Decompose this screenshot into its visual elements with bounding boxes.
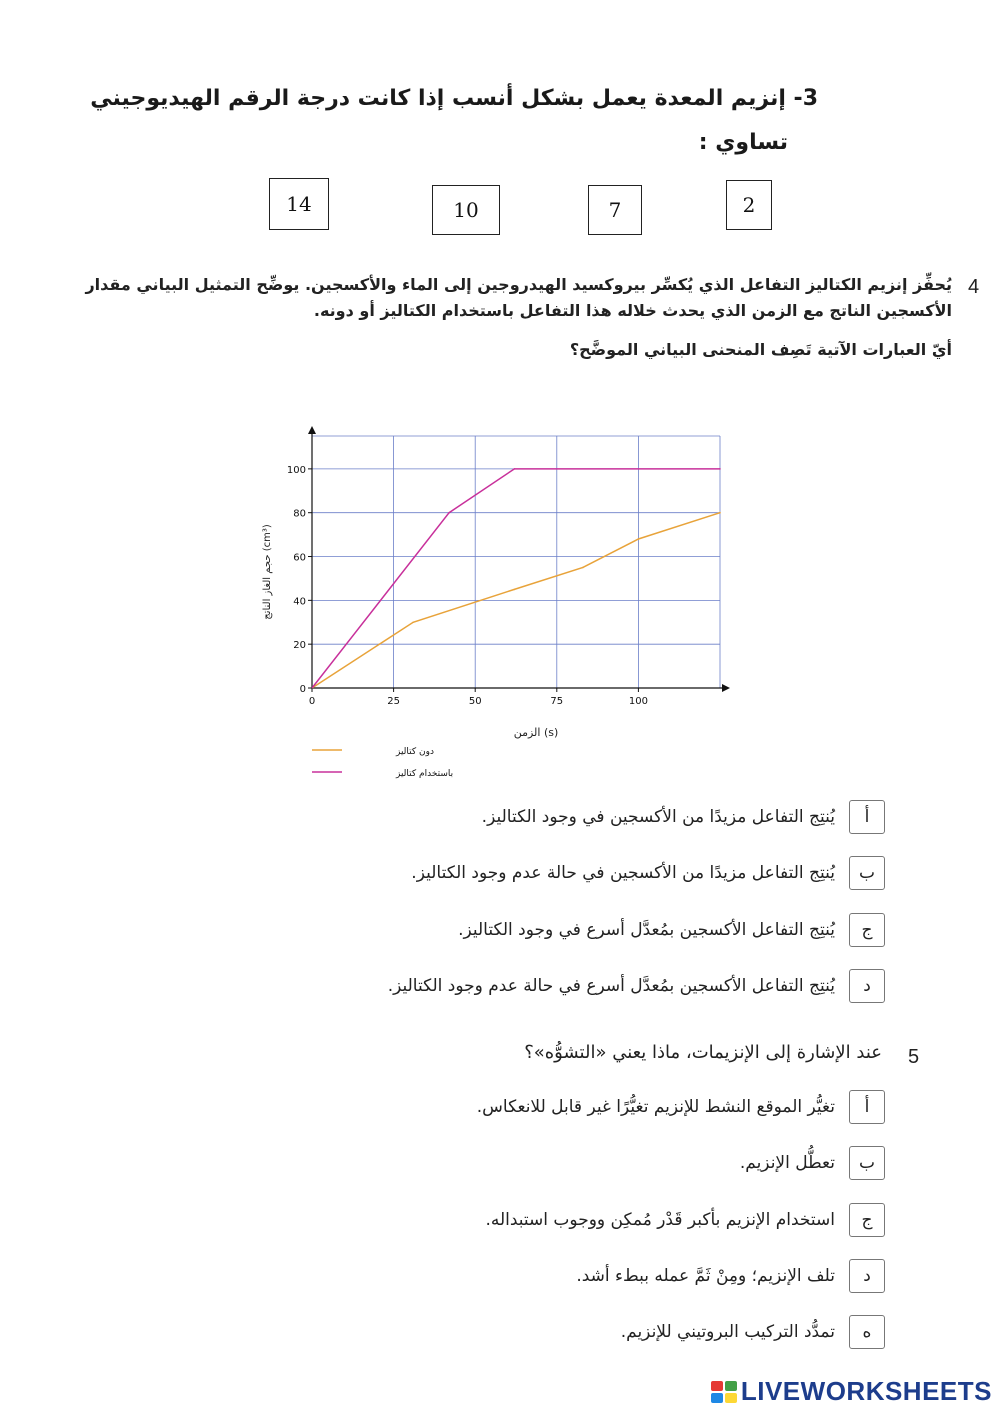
q5-option-b-letter[interactable]: ب — [849, 1146, 885, 1180]
y-axis-arrow — [308, 426, 316, 434]
series-0-point — [638, 538, 640, 540]
chart-xlabel: الزمن (s) — [513, 726, 559, 739]
x-tick-label: 25 — [387, 696, 400, 707]
q3-choice-7[interactable]: 7 — [588, 185, 642, 235]
chart-series — [311, 468, 721, 689]
series-1-point — [514, 468, 516, 470]
series-0-point — [582, 567, 584, 569]
q4-question: أيّ العبارات الآتية تَصِف المنحنى البياني الموضَّح؟ — [569, 340, 952, 359]
q5-option-e[interactable] — [621, 1314, 885, 1350]
logo-icon — [711, 1381, 737, 1403]
q5-option-a-text: تغيُّر الموقع النشط للإنزيم تغيُّرًا غير قابل للانعكاس. — [476, 1097, 835, 1117]
q4-option-c-letter[interactable]: ج — [849, 913, 885, 947]
q4-option-d[interactable] — [388, 968, 885, 1004]
q5-option-c-text: استخدام الإنزيم بأكبر قَدْر مُمكِن ووجوب استبداله. — [485, 1210, 835, 1230]
series-line-1 — [312, 469, 720, 688]
chart-grid — [312, 436, 720, 688]
series-0-point — [514, 589, 516, 591]
q4-option-a-letter[interactable]: أ — [849, 800, 885, 834]
x-axis-arrow — [722, 684, 730, 692]
q5-option-d-text: تلف الإنزيم؛ ومِنْ ثَمَّ عمله ببطء أشد. — [576, 1266, 835, 1286]
chart-ylabel: حجم الغاز الناتج (cm³) — [262, 524, 273, 620]
q4-option-b-letter[interactable]: ب — [849, 856, 885, 890]
y-tick-label: 80 — [293, 508, 306, 520]
y-tick-label: 20 — [293, 640, 306, 652]
y-tick-label: 60 — [293, 552, 306, 564]
series-0-point — [412, 621, 414, 623]
series-1-point — [719, 468, 721, 470]
x-tick-label: 0 — [308, 696, 316, 707]
q3-choice-2[interactable]: 2 — [726, 180, 772, 230]
oxygen-production-chart — [240, 420, 740, 800]
q3-subtitle: تساوي : — [698, 130, 788, 155]
y-tick-label: 0 — [299, 684, 306, 695]
q5-option-e-text: تمدُّد التركيب البروتيني للإنزيم. — [620, 1322, 835, 1342]
q5-number: 5 — [908, 1046, 920, 1068]
q4-option-b[interactable] — [411, 855, 885, 891]
q5-option-a[interactable] — [477, 1089, 885, 1125]
series-1-point — [448, 512, 450, 514]
q4-option-d-letter[interactable]: د — [849, 969, 885, 1003]
y-tick-label: 100 — [286, 464, 306, 476]
q4-option-c[interactable] — [458, 912, 885, 948]
q5-option-d-letter[interactable]: د — [849, 1259, 885, 1293]
q5-option-d[interactable] — [576, 1258, 885, 1294]
q3-choice-10[interactable]: 10 — [432, 185, 500, 235]
series-0-point — [719, 512, 721, 514]
legend-label: باستخدام كتاليز — [396, 769, 454, 779]
q4-option-a-text: يُنتِج التفاعل مزيدًا من الأكسجين في وجود الكتاليز. — [481, 807, 835, 827]
q3-title: 3- إنزيم المعدة يعمل بشكل أنسب إذا كانت درجة الرقم الهيديوجيني — [90, 86, 818, 111]
x-tick-label: 75 — [550, 696, 564, 707]
q4-option-d-text: يُنتِج التفاعل الأكسجين بمُعدَّل أسرع في حالة عدم وجود الكتاليز. — [387, 976, 835, 996]
q4-option-c-text: يُنتِج التفاعل الأكسجين بمُعدَّل أسرع في وجود الكتاليز. — [458, 920, 835, 940]
q5-option-a-letter[interactable]: أ — [849, 1090, 885, 1124]
liveworksheets-logo — [711, 1376, 992, 1407]
q5-option-e-letter[interactable]: ه — [849, 1315, 885, 1349]
legend-label: دون كتاليز — [396, 747, 434, 757]
q5-option-c[interactable] — [485, 1202, 885, 1238]
q4-option-b-text: يُنتِج التفاعل مزيدًا من الأكسجين في حالة عدم وجود الكتاليز. — [411, 863, 835, 883]
x-tick-label: 100 — [628, 696, 648, 707]
chart-axes — [308, 426, 730, 692]
x-tick-label: 50 — [468, 696, 482, 707]
q5-text: عند الإشارة إلى الإنزيمات، ماذا يعني «التشوُّه»؟ — [524, 1042, 882, 1063]
q4-text: يُحفِّز إنزيم الكتاليز التفاعل الذي يُكسِّر بيروكسيد الهيدروجين إلى الماء والأكسجين. يوضِّح التمثيل البياني مقدار الأكسجين الناتج مع الزمن الذي يحدث خلاله هذا التفاعل باستخدام الكتاليز أو دونه. — [85, 275, 952, 320]
q4-option-a[interactable] — [482, 799, 885, 835]
q5-option-b[interactable] — [740, 1145, 885, 1181]
q4-number: 4 — [968, 276, 980, 298]
chart-legend — [312, 747, 453, 779]
q5-option-c-letter[interactable]: ج — [849, 1203, 885, 1237]
logo-text: LIVEWORKSHEETS — [740, 1376, 992, 1406]
q3-choice-14[interactable]: 14 — [269, 178, 329, 230]
q5-option-b-text: تعطُّل الإنزيم. — [739, 1153, 835, 1173]
y-tick-label: 40 — [293, 596, 306, 608]
